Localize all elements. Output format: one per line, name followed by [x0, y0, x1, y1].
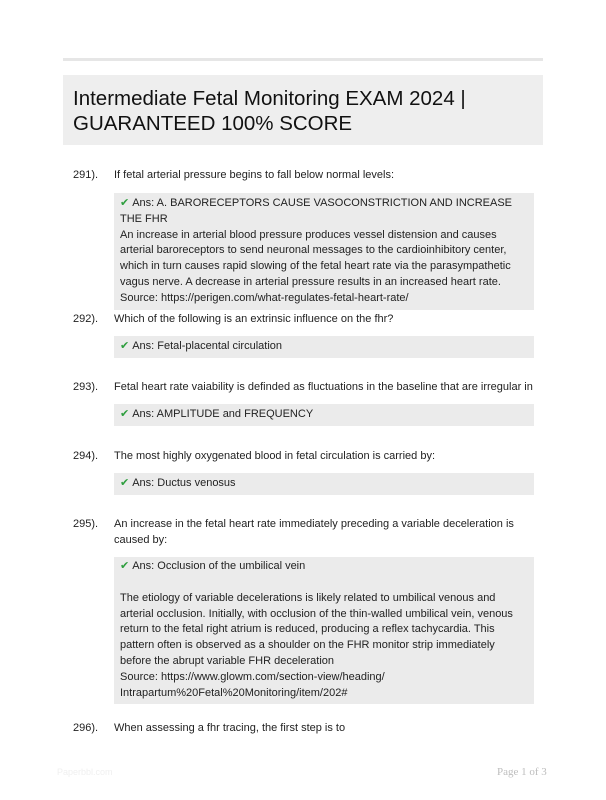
answer-source: Source: https://perigen.com/what-regulates-fetal-heart-rate/: [120, 291, 409, 304]
question-text: If fetal arterial pressure begins to fall below normal levels:: [114, 169, 395, 181]
question-number: 291).: [73, 169, 99, 181]
question-text: Which of the following is an extrinsic influence on the fhr?: [114, 313, 394, 325]
answer-text: Ans: Occlusion of the umbilical vein: [132, 560, 306, 572]
question-text: Fetal heart rate vaiability is definded as fluctuations in the baseline that are irregular in: [114, 381, 533, 393]
answer-text: Ans: Fetal-placental circulation: [132, 340, 283, 352]
question-number: 293).: [73, 381, 99, 393]
title-banner: [63, 75, 543, 145]
page-title: Intermediate Fetal Monitoring EXAM 2024 | GUARANTEED 100% SCORE: [73, 87, 466, 135]
answer-explanation: The etiology of variable decelerations is likely related to umbilical venous and arterial occlusion. Initially, with occlusion of the thin-walled umbilical vein, venous return to the fetal right atrium is reduced, producing a reflex tachycardia. This pattern often is observed as a shoulder on the FHR monitor strip immediately before the abrupt variable FHR deceleration: [120, 591, 513, 667]
question-number: 296).: [73, 722, 99, 734]
page-indicator: Page 1 of 3: [497, 766, 547, 778]
answer-box: [114, 404, 534, 426]
check-icon: ✔: [120, 477, 130, 489]
check-icon: ✔: [120, 340, 130, 352]
question-number: 292).: [73, 313, 99, 325]
question-text: The most highly oxygenated blood in fetal circulation is carried by:: [114, 450, 436, 462]
answer-text: Ans: AMPLITUDE and FREQUENCY: [132, 408, 314, 420]
answer-text: Ans: Ductus venosus: [132, 477, 236, 489]
answer-box: [114, 193, 534, 310]
answer-source: Source: https://www.glowm.com/section-view/heading/ Intrapartum%20Fetal%20Monitoring/item/202#: [120, 670, 385, 699]
answer-box: [114, 473, 534, 495]
check-icon: ✔: [120, 197, 130, 209]
answer-explanation: An increase in arterial blood pressure produces vessel distension and causes arterial baroreceptors to send neuronal messages to the cardioinhibitory center, which in turn causes rapid slowing of the fetal heart rate via the parasympathetic vagus nerve. A decrease in arterial pressure results in an increased heart rate.: [120, 228, 511, 288]
answer-text: Ans: A. BARORECEPTORS CAUSE VASOCONSTRICTION AND INCREASE THE FHR: [120, 197, 513, 225]
check-icon: ✔: [120, 560, 130, 572]
footer-watermark: Paperbbl.com: [57, 767, 113, 777]
question-text: When assessing a fhr tracing, the first step is to: [114, 722, 346, 734]
question-number: 294).: [73, 450, 99, 462]
check-icon: ✔: [120, 408, 130, 420]
answer-box: [114, 336, 534, 358]
top-divider: [63, 58, 543, 61]
question-number: 295).: [73, 518, 99, 530]
answer-box: [114, 557, 534, 704]
question-text: An increase in the fetal heart rate immediately preceding a variable deceleration is caused by:: [114, 518, 514, 546]
